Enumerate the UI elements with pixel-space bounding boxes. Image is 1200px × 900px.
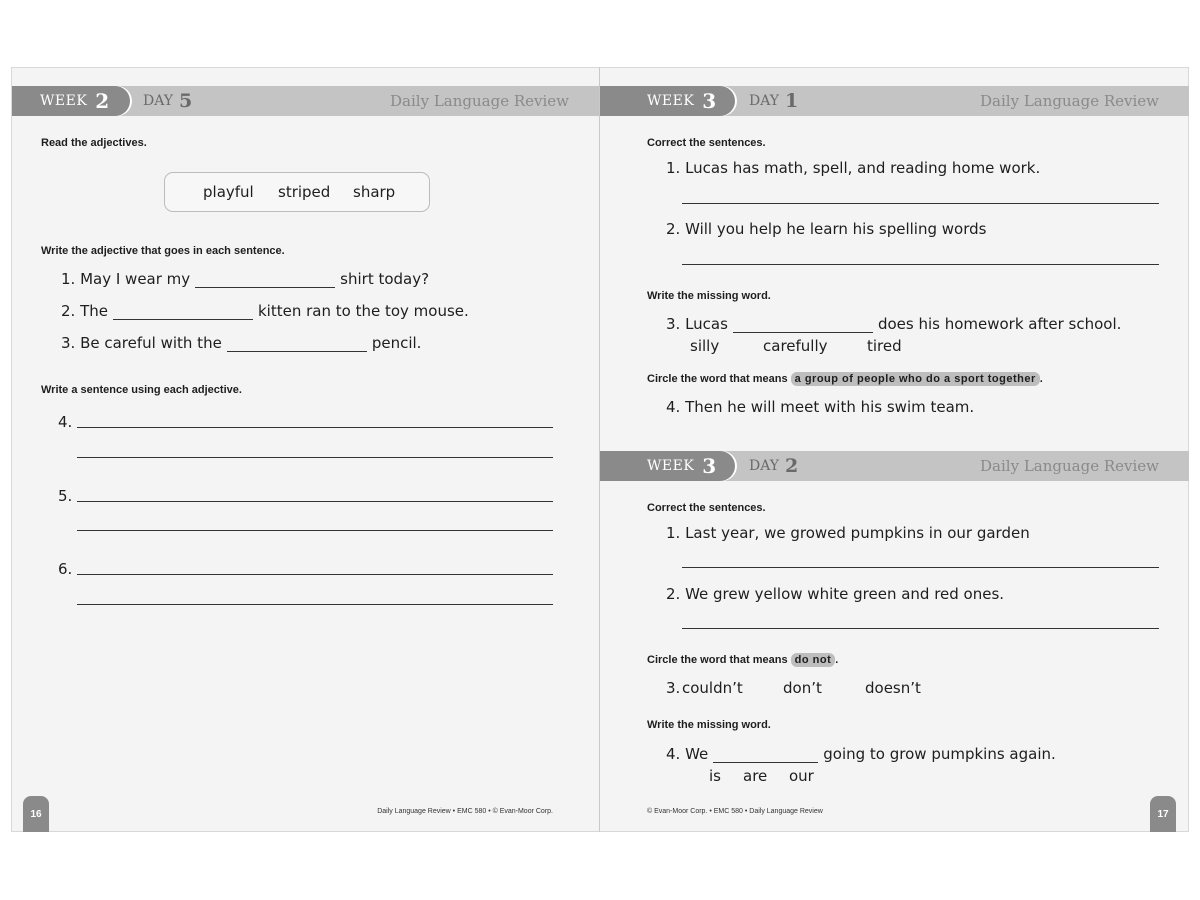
item-number: 5.	[58, 487, 73, 505]
header-title: Daily Language Review	[980, 92, 1159, 110]
day-word: DAY	[749, 458, 780, 474]
correct-item: 1. Last year, we growed pumpkins in our garden	[666, 524, 1030, 542]
day-number: 1	[785, 90, 799, 112]
adjective-word: striped	[278, 183, 331, 201]
word-option[interactable]: are	[743, 767, 768, 785]
item-number: 4.	[58, 413, 73, 431]
adjective-word: sharp	[353, 183, 396, 201]
instruction-write-sentence: Write a sentence using each adjective.	[41, 384, 242, 396]
word-option[interactable]: doesn’t	[865, 679, 921, 697]
week-tab	[600, 86, 735, 116]
instruction-write-adjective: Write the adjective that goes in each sentence.	[41, 245, 285, 257]
instruction-circle-word	[647, 373, 1043, 385]
word-option[interactable]: silly	[690, 337, 720, 355]
word-option[interactable]: is	[709, 767, 721, 785]
word-option[interactable]: tired	[867, 337, 902, 355]
item-number: 6.	[58, 560, 73, 578]
highlighted-meaning: a group of people who do a sport together	[791, 372, 1040, 386]
instruction-missing-word: Write the missing word.	[647, 719, 771, 731]
sentence-item	[61, 334, 421, 352]
sentence-item	[61, 270, 429, 288]
day-header-band	[12, 86, 599, 116]
sentence-text: pencil.	[371, 334, 422, 352]
missing-word-item	[666, 315, 1121, 333]
writing-line[interactable]	[682, 264, 1159, 265]
writing-line[interactable]	[682, 567, 1159, 568]
correct-item: 2. Will you help he learn his spelling words	[666, 220, 987, 238]
correct-item: 1. Lucas has math, spell, and reading home work.	[666, 159, 1041, 177]
page-number: 17	[1150, 796, 1176, 832]
answer-blank[interactable]	[113, 304, 253, 320]
answer-blank[interactable]	[227, 336, 367, 352]
adjective-word: playful	[203, 183, 254, 201]
sentence-text: going to grow pumpkins again.	[823, 745, 1056, 763]
writing-line[interactable]	[77, 604, 553, 605]
writing-line[interactable]	[77, 457, 553, 458]
period: .	[835, 654, 839, 666]
adjective-word-box	[164, 172, 430, 212]
word-option[interactable]: don’t	[783, 679, 822, 697]
highlighted-meaning: do not	[791, 653, 836, 667]
circle-item: 4. Then he will meet with his swim team.	[666, 398, 975, 416]
page-footer: © Evan-Moor Corp. • EMC 580 • Daily Language Review	[647, 808, 823, 815]
sentence-text: 3. Lucas	[666, 315, 728, 333]
answer-blank[interactable]	[713, 747, 818, 763]
sentence-item	[61, 302, 469, 320]
word-option[interactable]: our	[789, 767, 814, 785]
day-word: DAY	[143, 93, 174, 109]
header-title: Daily Language Review	[980, 457, 1159, 475]
sentence-text: 3. Be careful with the	[61, 334, 222, 352]
day-word: DAY	[749, 93, 780, 109]
instruction-missing-word: Write the missing word.	[647, 290, 771, 302]
week-label: WEEK	[647, 458, 695, 474]
word-option[interactable]: carefully	[763, 337, 828, 355]
missing-word-item	[666, 745, 1056, 763]
day-number: 2	[785, 455, 799, 477]
page-footer: Daily Language Review • EMC 580 • © Evan-Moor Corp.	[377, 808, 553, 815]
week-label: WEEK	[647, 93, 695, 109]
week-tab	[12, 86, 130, 116]
page-17	[600, 67, 1189, 832]
period: .	[1039, 373, 1043, 385]
sentence-text: kitten ran to the toy mouse.	[257, 302, 469, 320]
week-number: 3	[702, 89, 717, 113]
sentence-text: 2. The	[61, 302, 108, 320]
day-header-band	[600, 451, 1189, 481]
instruction-read: Read the adjectives.	[41, 137, 147, 149]
page-number: 16	[23, 796, 49, 832]
instruction-correct: Correct the sentences.	[647, 137, 766, 149]
writing-line[interactable]	[682, 628, 1159, 629]
day-number: 5	[179, 90, 193, 112]
instruction-circle-word	[647, 654, 838, 666]
day-header-band	[600, 86, 1189, 116]
sentence-text: shirt today?	[340, 270, 430, 288]
week-tab	[600, 451, 735, 481]
day-label	[749, 451, 798, 481]
item-number: 3.	[666, 679, 681, 697]
sentence-text: does his homework after school.	[877, 315, 1122, 333]
page-16	[12, 67, 599, 832]
instruction-text: Circle the word that means	[647, 373, 788, 385]
answer-blank[interactable]	[195, 272, 335, 288]
week-number: 2	[95, 89, 110, 113]
writing-line[interactable]	[77, 427, 553, 428]
writing-line[interactable]	[682, 203, 1159, 204]
writing-line[interactable]	[77, 530, 553, 531]
header-title: Daily Language Review	[390, 92, 569, 110]
instruction-text: Circle the word that means	[647, 654, 788, 666]
correct-item: 2. We grew yellow white green and red ones.	[666, 585, 1005, 603]
word-option[interactable]: couldn’t	[682, 679, 743, 697]
writing-line[interactable]	[77, 574, 553, 575]
day-label	[749, 86, 798, 116]
sentence-text: 4. We	[666, 745, 709, 763]
week-number: 3	[702, 454, 717, 478]
sentence-text: 1. May I wear my	[61, 270, 191, 288]
day-label	[143, 86, 192, 116]
week-label: WEEK	[40, 93, 88, 109]
instruction-correct: Correct the sentences.	[647, 502, 766, 514]
writing-line[interactable]	[77, 501, 553, 502]
answer-blank[interactable]	[733, 317, 873, 333]
